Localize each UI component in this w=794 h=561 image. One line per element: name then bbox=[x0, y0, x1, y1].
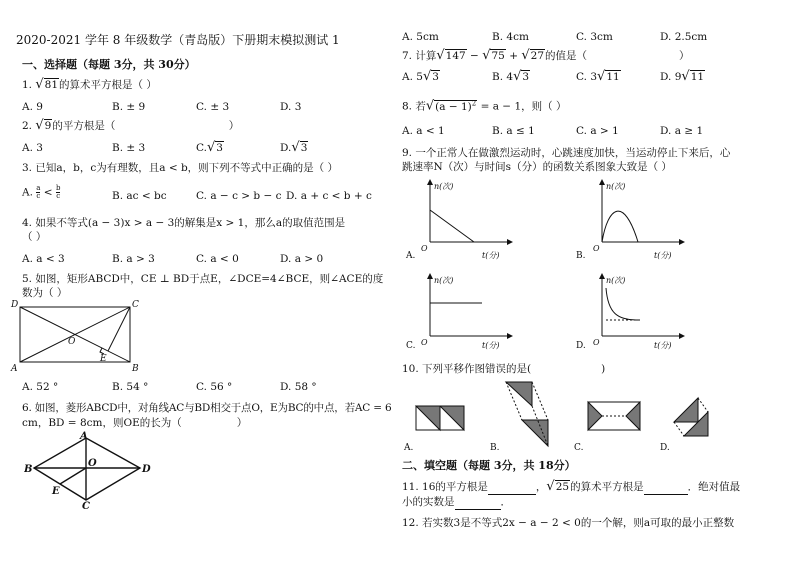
label-d: D bbox=[142, 464, 151, 475]
question-9-stem-line1: 9. 一个正常人在做激烈运动时，心跳速度加快，当运动停止下来后，心 bbox=[402, 147, 731, 159]
label-a: A bbox=[11, 364, 18, 374]
q7-stem-close: ） bbox=[679, 50, 690, 62]
graph-d-origin: O bbox=[593, 338, 600, 347]
q11-blank-2[interactable] bbox=[644, 480, 688, 495]
label-e: E bbox=[100, 354, 107, 364]
q8-option-c[interactable]: C. a > 1 bbox=[576, 125, 619, 137]
q7-option-b-radicand: 3 bbox=[522, 71, 530, 83]
q7-option-d[interactable]: D. 9√11 bbox=[660, 69, 705, 84]
graph-c-y-label: n(次) bbox=[434, 276, 454, 285]
q11-blank-1[interactable] bbox=[488, 480, 536, 495]
graph-c-option-label[interactable]: C. bbox=[406, 341, 416, 351]
q2-option-c-radicand: 3 bbox=[216, 142, 223, 154]
q11-prefix: 11. 16的平方根是 bbox=[402, 481, 488, 493]
q2-option-d[interactable]: D.√3 bbox=[280, 140, 308, 155]
graph-c-origin: O bbox=[421, 338, 428, 347]
q6-option-c[interactable]: C. 3cm bbox=[576, 31, 613, 43]
graph-a-origin: O bbox=[421, 244, 428, 253]
label-e: E bbox=[52, 486, 60, 497]
q4-option-b[interactable]: B. a > 3 bbox=[112, 253, 155, 265]
graph-c-x-label: t(分) bbox=[482, 341, 500, 350]
q7-option-b-label: B. 4 bbox=[492, 71, 514, 83]
graph-a-curve bbox=[430, 210, 474, 242]
rectangle-figure bbox=[8, 298, 148, 374]
q11-line2-end: ． bbox=[500, 496, 511, 508]
question-6-stem-line2 bbox=[22, 416, 247, 430]
q1-option-a[interactable]: A. 9 bbox=[22, 101, 43, 113]
q11-line2-text: 小的实数是 bbox=[402, 496, 455, 508]
segment-ce bbox=[108, 307, 130, 351]
question-5-stem-line1: 5. 如图，矩形ABCD中，CE ⊥ BD于点E，∠DCE=4∠BCE，则∠ACE的度 bbox=[22, 273, 384, 285]
q3-fraction-b-over-c bbox=[56, 185, 60, 200]
q7-option-a-label: A. 5 bbox=[402, 71, 423, 83]
q9-graphs bbox=[402, 176, 702, 352]
q4-option-d[interactable]: D. a > 0 bbox=[280, 253, 324, 265]
graph-d-option-label[interactable]: D. bbox=[576, 341, 586, 351]
q2-stem-close: ） bbox=[228, 120, 240, 132]
question-4-stem-line1: 4. 如果不等式(a − 3)x > a − 3的解集是x > 1，那么a的取值范围是 bbox=[22, 217, 346, 229]
graph-a-x-label: t(分) bbox=[482, 251, 500, 260]
figure-b bbox=[506, 382, 548, 446]
q11-end-text: ．绝对值最 bbox=[687, 481, 741, 493]
graph-b-x-label: t(分) bbox=[654, 251, 672, 260]
q7-prefix: 7. 计算 bbox=[402, 50, 437, 62]
figure-c bbox=[588, 402, 640, 430]
q2-option-a[interactable]: A. 3 bbox=[22, 142, 43, 154]
q6-option-a[interactable]: A. 5cm bbox=[402, 31, 439, 43]
segment-oe bbox=[60, 468, 86, 484]
q7-option-d-radicand: 11 bbox=[690, 71, 705, 83]
q6-option-d[interactable]: D. 2.5cm bbox=[660, 31, 708, 43]
label-d: D bbox=[11, 300, 19, 310]
q1-option-d[interactable]: D. 3 bbox=[280, 101, 302, 113]
q6-stem-close: ） bbox=[236, 417, 248, 429]
label-b: B bbox=[132, 364, 139, 374]
q7-option-c-label: C. 3 bbox=[576, 71, 598, 83]
q2-radical: √9 bbox=[35, 118, 52, 133]
label-c: C bbox=[82, 501, 90, 510]
question-4-stem-line2: （ ） bbox=[22, 231, 47, 243]
q6-option-b[interactable]: B. 4cm bbox=[492, 31, 529, 43]
q8-stem-text: = a − 1，则（ ） bbox=[477, 100, 567, 113]
q7-option-c-radicand: 11 bbox=[606, 71, 620, 83]
q7-option-c[interactable]: C. 3√11 bbox=[576, 69, 620, 84]
graph-b-option-label[interactable]: B. bbox=[576, 251, 586, 261]
q1-stem-text: 的算术平方根是（ ） bbox=[59, 79, 157, 91]
q3-option-a-lt: < bbox=[43, 186, 53, 199]
rhombus-abcd bbox=[34, 438, 140, 500]
q4-option-c[interactable]: C. a < 0 bbox=[196, 253, 239, 265]
q7-option-d-label: D. 9 bbox=[660, 71, 682, 83]
q8-radicand-base: (a − 1) bbox=[435, 100, 472, 113]
question-11-line2 bbox=[402, 495, 511, 510]
question-6-stem-line1: 6. 如图，菱形ABCD中，对角线AC与BD相交于点O，E为BC的中点，若AC = 6 bbox=[22, 402, 392, 414]
q4-option-a[interactable]: A. a < 3 bbox=[22, 253, 65, 265]
q5-option-d[interactable]: D. 58 ° bbox=[280, 381, 317, 393]
q3-option-b[interactable]: B. ac < bc bbox=[112, 190, 167, 202]
q1-option-c[interactable]: C. ± 3 bbox=[196, 101, 230, 113]
rhombus-figure bbox=[24, 430, 154, 510]
fig-b-option-label[interactable]: B. bbox=[490, 443, 500, 453]
q5-option-b[interactable]: B. 54 ° bbox=[112, 381, 149, 393]
q2-radicand: 9 bbox=[44, 120, 52, 132]
q3-option-a-label: A. bbox=[22, 186, 33, 199]
q2-option-c-label: C. bbox=[196, 142, 207, 154]
fig-d-option-label[interactable]: D. bbox=[660, 443, 670, 453]
q11-comma: ， bbox=[535, 481, 547, 493]
q5-option-c[interactable]: C. 56 ° bbox=[196, 381, 233, 393]
q10-translation-figures bbox=[402, 378, 732, 454]
label-o: O bbox=[68, 337, 76, 347]
fig-a-option-label[interactable]: A. bbox=[404, 443, 414, 453]
q11-mid-text: 的算术平方根是 bbox=[570, 481, 644, 493]
graph-a-option-label[interactable]: A. bbox=[406, 251, 416, 261]
q7-radicand-3: 27 bbox=[530, 50, 545, 62]
q2-option-d-label: D. bbox=[280, 142, 292, 154]
q2-option-d-radicand: 3 bbox=[300, 142, 308, 154]
label-c: C bbox=[132, 300, 139, 310]
page-title: 2020-2021 学年 8 年级数学（青岛版）下册期末模拟测试 1 bbox=[16, 33, 340, 47]
q7-radicand-1: 147 bbox=[445, 50, 466, 62]
q1-number: 1. bbox=[22, 79, 33, 91]
q2-option-b[interactable]: B. ± 3 bbox=[112, 142, 146, 154]
q3-option-c[interactable]: C. a − c > b − c bbox=[196, 190, 282, 202]
question-3-stem: 3. 已知a，b，c为有理数，且a < b，则下列不等式中正确的是（ ） bbox=[22, 162, 339, 174]
q7-plus: + bbox=[505, 50, 522, 62]
figure-d bbox=[674, 398, 708, 436]
q2-option-c[interactable]: C.√3 bbox=[196, 140, 223, 155]
q7-option-a-radicand: 3 bbox=[432, 71, 439, 83]
q1-radical: √81 bbox=[35, 77, 59, 92]
question-10-stem bbox=[402, 362, 605, 376]
section-fill-title: 二、填空题（每题 3分，共 18分） bbox=[402, 459, 576, 472]
q11-blank-3[interactable] bbox=[455, 495, 501, 510]
q6-stem-text: cm，BD = 8cm，则OE的长为（ bbox=[22, 417, 182, 429]
question-1-stem bbox=[22, 78, 157, 92]
q7-option-a[interactable]: A. 5√3 bbox=[402, 69, 439, 84]
label-o: O bbox=[88, 458, 97, 469]
figure-a bbox=[416, 406, 464, 430]
graph-b-curve bbox=[602, 211, 638, 242]
q10-stem-text: 10. 下列平移作图错误的是( bbox=[402, 363, 532, 375]
q2-number: 2. bbox=[22, 120, 33, 132]
question-7-stem: 7. 计算√147 − √75 + √27的值是（ ） bbox=[402, 48, 690, 63]
graph-d-curve bbox=[606, 288, 638, 320]
q8-radicand bbox=[434, 100, 477, 113]
q3-frac2-den: c bbox=[56, 192, 61, 200]
section-choice-title: 一、选择题（每题 3分，共 30分） bbox=[22, 58, 196, 71]
q2-stem-text: 的平方根是（ bbox=[52, 120, 116, 132]
q7-radicand-2: 75 bbox=[491, 50, 505, 62]
q3-option-a[interactable] bbox=[22, 185, 60, 200]
label-b: B bbox=[24, 464, 33, 475]
q3-frac2-num: b bbox=[55, 184, 61, 192]
graph-b-y-label: n(次) bbox=[606, 182, 626, 191]
graph-d-x-label: t(分) bbox=[654, 341, 672, 350]
q8-exponent: 2 bbox=[471, 99, 477, 107]
q3-frac1-num: a bbox=[36, 184, 41, 192]
q8-option-d[interactable]: D. a ≥ 1 bbox=[660, 125, 704, 137]
q10-stem-close: ) bbox=[601, 363, 606, 375]
q8-option-b[interactable]: B. a ≤ 1 bbox=[492, 125, 535, 137]
q1-radicand: 81 bbox=[44, 79, 59, 91]
q5-option-a[interactable]: A. 52 ° bbox=[22, 381, 59, 393]
fig-c-option-label[interactable]: C. bbox=[574, 443, 584, 453]
question-9-stem-line2: 跳速率N（次）与时间s（分）的函数关系图象大致是（ ） bbox=[402, 161, 672, 173]
label-a: A bbox=[80, 431, 88, 442]
graph-a-y-label: n(次) bbox=[434, 182, 454, 191]
q3-frac1-den: c bbox=[36, 192, 41, 200]
q8-prefix: 8. 若 bbox=[402, 100, 426, 113]
q1-option-b[interactable]: B. ± 9 bbox=[112, 101, 146, 113]
question-2-stem bbox=[22, 119, 239, 133]
question-12-stem: 12. 若实数3是不等式2x − a − 2 < 0的一个解，则a可取的最小正整数 bbox=[402, 517, 735, 529]
question-8-stem: 8. 若$√(a - 1)^2 = a - 1$，则（ ） bbox=[402, 98, 567, 114]
graph-d-y-label: n(次) bbox=[606, 276, 626, 285]
question-11-line1: 11. 16的平方根是 ，√25的算术平方根是 ．绝对值最 bbox=[402, 479, 741, 494]
q3-fraction-a-over-c bbox=[36, 185, 40, 200]
q7-option-b[interactable]: B. 4√3 bbox=[492, 69, 530, 84]
q3-option-d[interactable]: D. a + c < b + c bbox=[286, 190, 372, 202]
q7-minus: − bbox=[466, 50, 483, 62]
graph-b-origin: O bbox=[593, 244, 600, 253]
q11-radicand: 25 bbox=[555, 481, 570, 493]
q7-stem-text: 的值是（ bbox=[545, 50, 588, 62]
q8-option-a[interactable]: A. a < 1 bbox=[402, 125, 445, 137]
question-5-stem-line2: 数为（ ） bbox=[22, 287, 68, 299]
